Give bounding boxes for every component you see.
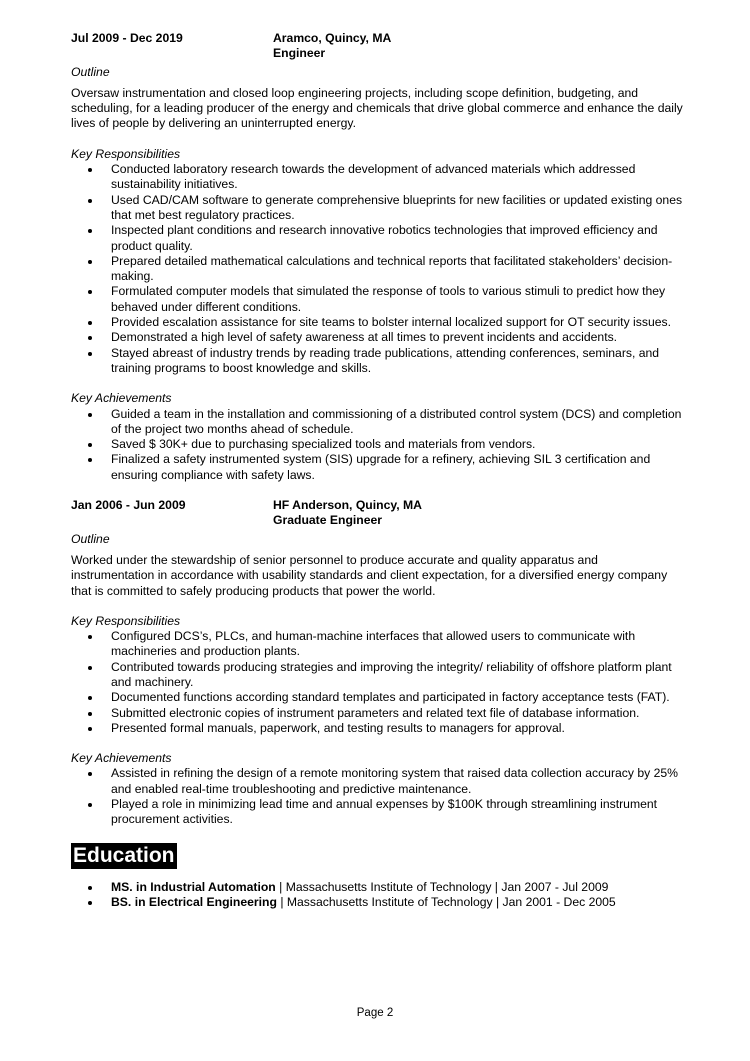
bullet-icon — [88, 443, 92, 447]
degree-name: MS. in Industrial Automation — [111, 879, 276, 894]
list-item — [71, 223, 683, 254]
bullet-icon — [88, 413, 92, 417]
list-item — [71, 193, 683, 224]
job-header — [71, 498, 683, 529]
bullet-icon — [88, 886, 92, 890]
list-item — [71, 660, 683, 691]
outline-text: Worked under the stewardship of senior personnel to produce accurate and quality apparatus and instrumentation in accordance with usability standards and client expectation, for a diversified energy company that is committed to safely producing products that power the world. — [71, 552, 668, 598]
degree-details: | Massachusetts Institute of Technology | Jan 2001 - Dec 2005 — [276, 894, 616, 909]
outline-label: Outline — [71, 64, 110, 79]
list-item — [71, 797, 683, 828]
bullet-icon — [88, 635, 92, 639]
bullet-icon — [88, 260, 92, 264]
job-dates: Jan 2006 - Jun 2009 — [71, 498, 186, 513]
list-item — [71, 706, 683, 721]
list-item-text: Used CAD/CAM software to generate comprehensive blueprints for new facilities or updated existing ones that met best regulatory practices. — [111, 192, 683, 222]
job-dates: Jul 2009 - Dec 2019 — [71, 31, 183, 45]
list-item-text: Played a role in minimizing lead time and annual expenses by $100K through streamlining instrument procurement activities. — [111, 797, 658, 827]
list-item — [71, 315, 683, 330]
list-item-text: Presented formal manuals, paperwork, and testing results to managers for approval. — [111, 720, 565, 735]
achievements-label: Key Achievements — [71, 391, 172, 406]
bullet-icon — [88, 666, 92, 670]
achievements-label: Key Achievements — [71, 751, 172, 766]
list-item-text: Assisted in refining the design of a remote monitoring system that raised data collection accuracy by 25% and enabled real-time troubleshooting and predictive maintenance. — [111, 766, 679, 796]
responsibilities-label: Key Responsibilities — [71, 613, 181, 628]
list-item-text: Saved $ 30K+ due to purchasing specialized tools and materials from vendors. — [111, 437, 536, 452]
degree-details: | Massachusetts Institute of Technology | Jan 2007 - Jul 2009 — [275, 879, 609, 894]
achievements-list — [71, 407, 683, 483]
bullet-icon — [88, 336, 92, 340]
job-title: Graduate Engineer — [273, 513, 383, 528]
job-title: Engineer — [273, 46, 326, 61]
bullet-icon — [88, 727, 92, 731]
bullet-icon — [88, 458, 92, 462]
job-entry — [71, 31, 683, 483]
bullet-icon — [88, 772, 92, 776]
responsibilities-list — [71, 162, 683, 376]
bullet-icon — [88, 712, 92, 716]
outline-text: Oversaw instrumentation and closed loop engineering projects, including scope definition, budgeting, and scheduling, for a leading producer of the energy and chemicals that drive global commerce and enhance the daily lives of people by delivering an uninterrupted energy. — [71, 85, 683, 131]
list-item-text: Conducted laboratory research towards the development of advanced materials which addressed sustainability initiatives. — [111, 162, 636, 192]
bullet-icon — [88, 352, 92, 356]
list-item — [71, 452, 683, 483]
bullet-icon — [88, 696, 92, 700]
page-number: Page 2 — [356, 1007, 394, 1019]
list-item-text: Finalized a safety instrumented system (SIS) upgrade for a refinery, achieving SIL 3 certification and ensuring compliance with safety laws. — [111, 452, 651, 482]
bullet-icon — [88, 290, 92, 294]
list-item — [71, 880, 683, 895]
responsibilities-label: Key Responsibilities — [71, 146, 181, 161]
job-header — [71, 31, 683, 62]
list-item-text: Submitted electronic copies of instrument parameters and related text file of database information. — [111, 705, 640, 720]
list-item — [71, 895, 683, 910]
list-item-text: Configured DCS’s, PLCs, and human-machine interfaces that allowed users to communicate with machineries and production plants. — [111, 629, 636, 659]
outline-label: Outline — [71, 531, 110, 546]
job-company: HF Anderson, Quincy, MA — [273, 498, 422, 513]
list-item — [71, 162, 683, 193]
list-item-text: Documented functions according standard templates and participated in factory acceptance tests (FAT). — [111, 690, 670, 705]
list-item — [71, 629, 683, 660]
achievements-list — [71, 766, 683, 827]
education-section — [71, 828, 683, 911]
bullet-icon — [88, 229, 92, 233]
list-item — [71, 407, 683, 438]
list-item — [71, 766, 683, 797]
education-list — [71, 880, 683, 911]
responsibilities-list — [71, 629, 683, 736]
job-entry — [71, 498, 683, 828]
bullet-icon — [88, 901, 92, 905]
list-item-text: Stayed abreast of industry trends by reading trade publications, attending conferences, seminars, and training programs to boost knowledge and skills. — [111, 345, 660, 375]
list-item-text: Demonstrated a high level of safety awareness at all times to prevent incidents and accidents. — [111, 330, 618, 345]
list-item-text: Prepared detailed mathematical calculations and technical reports that facilitated stakeholders’ decision-making. — [111, 253, 673, 284]
bullet-icon — [88, 168, 92, 172]
degree-name: BS. in Electrical Engineering — [111, 894, 277, 909]
list-item — [71, 254, 683, 285]
bullet-icon — [88, 803, 92, 807]
section-heading: Education — [73, 843, 175, 867]
resume-page — [71, 31, 683, 910]
list-item-text: Provided escalation assistance for site teams to bolster internal localized support for OT security issues. — [111, 315, 671, 330]
job-company: Aramco, Quincy, MA — [273, 31, 392, 45]
list-item-text: Formulated computer models that simulated the response of tools to various stimuli to predict how they behaved under different conditions. — [111, 284, 666, 314]
list-item-text: Contributed towards producing strategies and improving the integrity/ reliability of offshore platform plant and machinery. — [111, 659, 672, 689]
bullet-icon — [88, 321, 92, 325]
list-item — [71, 284, 683, 315]
bullet-icon — [88, 199, 92, 203]
list-item-text: Inspected plant conditions and research innovative robotics technologies that improved efficiency and product quality. — [111, 223, 658, 253]
list-item — [71, 330, 683, 345]
list-item — [71, 437, 683, 452]
list-item — [71, 346, 683, 377]
list-item-text: Guided a team in the installation and commissioning of a distributed control system (DCS) and completion of the project two months ahead of schedule. — [111, 406, 682, 436]
list-item — [71, 721, 683, 736]
list-item — [71, 690, 683, 705]
